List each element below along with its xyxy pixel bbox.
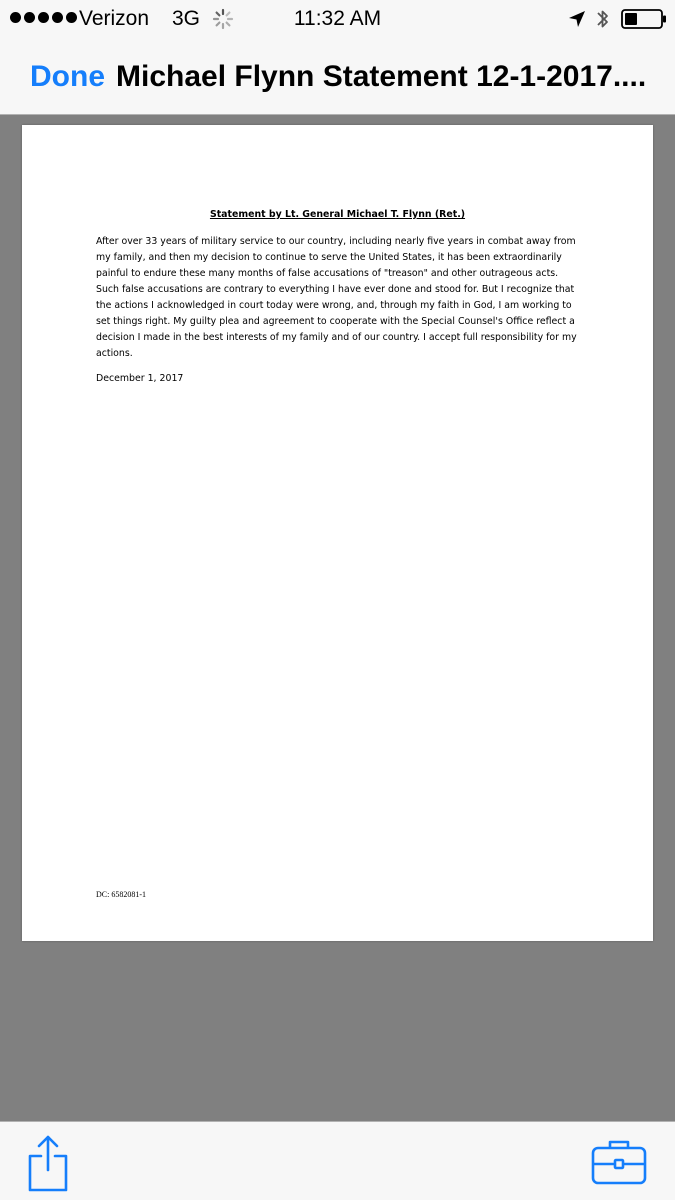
document-page bbox=[22, 125, 653, 941]
document-id: DC: 6582081-1 bbox=[96, 890, 146, 899]
network-type: 3G bbox=[172, 7, 201, 30]
document-title: Michael Flynn Statement 12-1-2017.... bbox=[116, 60, 647, 93]
location-arrow-icon bbox=[568, 10, 586, 28]
statement-body: After over 33 years of military service to our country, including nearly five years in combat away from my family, and then my decision to continue to serve the United States, it has been extraordinarily painful to endure these many months of false accusations of "treason" and other outrageous acts. Such false accusations are contrary to everything I have ever done and stood for. But I recognize that the actions I acknowledged in court today were wrong, and, through my faith in God, I am working to set things right. My guilty plea and agreement to cooperate with the Special Counsel's Office reflect a decision I made in the best interests of my family and of our country. I accept full responsibility for my actions. bbox=[96, 236, 577, 359]
toolbox-icon[interactable] bbox=[590, 1138, 648, 1186]
done-button[interactable]: Done bbox=[30, 60, 105, 93]
bluetooth-icon bbox=[595, 7, 611, 31]
statement-date: December 1, 2017 bbox=[96, 373, 184, 384]
document-viewer[interactable] bbox=[0, 115, 675, 1121]
carrier-name: Verizon bbox=[79, 7, 150, 30]
share-icon[interactable] bbox=[26, 1134, 70, 1192]
status-bar bbox=[0, 0, 675, 38]
statement-heading: Statement by Lt. General Michael T. Flynn (Ret.) bbox=[209, 209, 466, 220]
bottom-toolbar bbox=[0, 1121, 675, 1200]
navigation-bar bbox=[0, 38, 675, 115]
clock: 11:32 AM bbox=[293, 7, 382, 30]
battery-icon bbox=[621, 9, 667, 29]
